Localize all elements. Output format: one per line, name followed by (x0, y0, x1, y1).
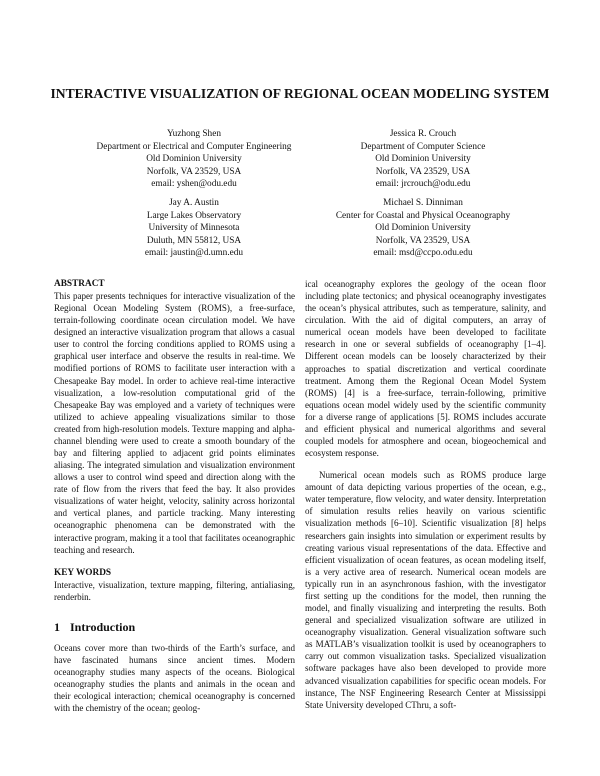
author-name: Michael S. Dinniman (383, 198, 463, 208)
paper-title: INTERACTIVE VISUALIZATION OF REGIONAL OCEAN MODELING SYSTEM (50, 86, 550, 101)
author-address: Norfolk, VA 23529, USA (375, 166, 471, 177)
section-title: Introduction (70, 619, 136, 634)
author-email: email: msd@ccpo.odu.edu (373, 248, 473, 258)
abstract-heading: ABSTRACT (54, 279, 105, 289)
right-column (305, 278, 546, 711)
keywords-text: Interactive, visualization, texture mapping, filtering, antialiasing, renderbin. (54, 579, 295, 602)
author-address: Norfolk, VA 23529, USA (146, 166, 242, 177)
author-email: email: jaustin@d.umn.edu (144, 248, 244, 258)
author-email: email: jrcrouch@odu.edu (375, 179, 471, 189)
author-affiliation: Department of Computer Science (360, 141, 486, 152)
author-email: email: yshen@odu.edu (151, 179, 237, 189)
author-name: Jessica R. Crouch (389, 129, 457, 139)
section-heading (54, 620, 295, 634)
author-name: Yuzhong Shen (167, 129, 221, 139)
author-address: Norfolk, VA 23529, USA (375, 235, 471, 246)
author-institution: University of Minnesota (148, 223, 240, 233)
author-institution: Old Dominion University (375, 154, 471, 164)
intro-paragraph-continued: ical oceanography explores the geology of the ocean floor including plate tectonics; and physical oceanography investigates the ocean’s physical attributes, such as temperature, salinity, and circulation. With the aid of digital computers, an array of numerical ocean models have been developed to facilitate research in one or several subfields of oceanography [1–4]. Different ocean models can be loosely characterized by their approaches to spatial discretization and vertical coordinate treatment. Among them the Regional Ocean Model System (ROMS) [4] is a free-surface, terrain-following, primitive equations ocean model widely used by the scientific community for a diverse range of applications [5]. ROMS includes accurate and efficient physical and numerical algorithms and several coupled models for atmosphere and ocean, biogeochemical and ecosystem response. (305, 279, 546, 459)
author-institution: Old Dominion University (375, 223, 471, 233)
author-block-austin (60, 197, 328, 260)
author-block-crouch (292, 128, 554, 191)
intro-paragraph: Oceans cover more than two-thirds of the Earth’s surface, and have fascinated humans since ancient times. Modern oceanography studies many aspects of the oceans. Biological oceanography studies the plants and animals in the ocean and their ecological interaction; chemical oceanography is concerned with the chemistry of the ocean; geolog- (54, 642, 295, 714)
author-institution: Old Dominion University (146, 154, 242, 164)
author-name: Jay A. Austin (169, 198, 219, 208)
keywords-heading: KEY WORDS (54, 567, 112, 578)
author-affiliation: Center for Coastal and Physical Oceanography (335, 210, 511, 221)
abstract-text: This paper presents techniques for interactive visualization of the Regional Ocean Modeling System (ROMS), a free-surface, terrain-following coordinate ocean circulation model. We have designed an interactive visualization program that allows a casual user to control the forcing conditions applied to ROMS using a graphical user interface and observe the results in real-time. We modified portions of ROMS to facilitate user interaction with a Chesapeake Bay model. In order to achieve real-time interactive visualization, a low-resolution computational grid of the Chesapeake Bay was employed and a variety of techniques were utilized to achieve appealing visualizations similar to those created from high-resolution models. Texture mapping and alpha-channel blending were used to create a smooth boundary of the bay and filtering applied to adjacent grid points eliminates aliasing. The integrated simulation and visualization environment allows a user to control wind speed and direction along with the rate of flow from the rivers that feed the bay. It also provides visualizations of water height, velocity, salinity across horizontal and vertical planes, and particle tracking. Many interesting oceanographic phenomena can be demonstrated with the interactive program, making it a tool that facilitates oceanographic teaching and research. (54, 291, 295, 555)
author-block-dinniman (292, 197, 554, 260)
author-block-shen (60, 128, 328, 191)
intro-paragraph-models: Numerical ocean models such as ROMS produce large amount of data depicting various properties of the ocean, e.g., water temperature, flow velocity, and water density. Interpretation of simulation results relies heavily on various scientific visualization methods [6–10]. Scientific visualization [8] helps researchers gain insights into simulation or experiment results by creating various visual representations of the data. Effective and efficient visualization of ocean features, as ocean modeling itself, is a very active area of research. Numerical ocean models are typically run in an asynchronous fashion, with the investigator first setting up the conditions for the model, then running the model, and finally visualizing and interpreting the results. Both general and specialized visualization software are utilized in oceanography visualization. General visualization software such as MATLAB’s visualization toolkit is used by oceanographers to carry out common visualization tasks. Specialized visualization software packages have also been developed to provide more advanced visualization capabilities for specific ocean models. For instance, The NSF Engineering Research Center at Mississippi State University developed CThru, a soft- (305, 470, 546, 710)
author-affiliation: Large Lakes Observatory (146, 210, 242, 221)
section-number: 1 (54, 619, 60, 634)
author-address: Duluth, MN 55812, USA (146, 235, 242, 246)
left-column (54, 278, 295, 714)
author-affiliation: Department or Electrical and Computer Engineering (96, 141, 292, 152)
